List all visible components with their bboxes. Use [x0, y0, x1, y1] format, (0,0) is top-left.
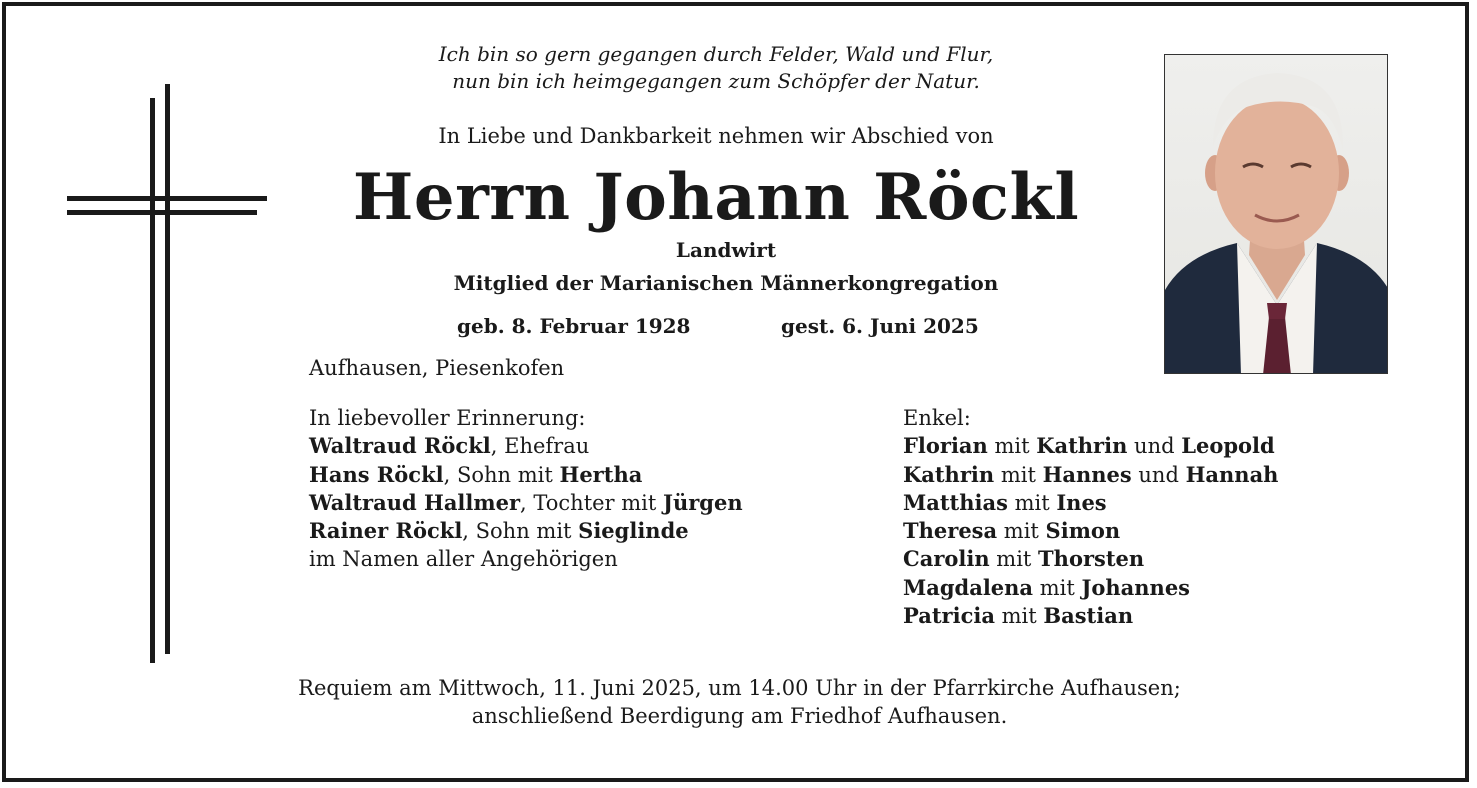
list-item: Magdalena mit Johannes: [903, 574, 1191, 600]
requiem-notice: [6, 674, 1469, 730]
poem-line-2: nun bin ich heimgegangen zum Schöpfer der Natur.: [452, 69, 980, 93]
family-heading: In liebevoller Erinnerung:: [309, 406, 586, 430]
birth-date: geb. 8. Februar 1928: [457, 314, 691, 338]
list-item: Matthias mit Ines: [903, 489, 1107, 515]
intro-text: In Liebe und Dankbarkeit nehmen wir Abschied von: [438, 124, 994, 148]
family-footer: im Namen aller Angehörigen: [309, 547, 618, 572]
poem-line-1: Ich bin so gern gegangen durch Felder, Wald und Flur,: [438, 42, 994, 66]
grandchildren-heading: Enkel:: [903, 406, 971, 430]
list-item: Kathrin mit Hannes und Hannah: [903, 461, 1279, 487]
list-item: Waltraud Röckl, Ehefrau: [309, 433, 590, 459]
list-item: Waltraud Hallmer, Tochter mit Jürgen: [309, 489, 743, 515]
membership: Mitglied der Marianischen Männerkongregation: [453, 271, 999, 295]
portrait-illustration: [1165, 55, 1388, 374]
list-item: Patricia mit Bastian: [903, 603, 1134, 629]
requiem-line-2: anschließend Beerdigung am Friedhof Aufhausen.: [471, 704, 1008, 728]
occupation: Landwirt: [675, 238, 777, 262]
family-list: [309, 404, 743, 574]
grandchildren-list: [903, 404, 1278, 630]
death-date: gest. 6. Juni 2025: [781, 314, 979, 338]
place-of-residence: Aufhausen, Piesenkofen: [309, 356, 565, 380]
list-item: Carolin mit Thorsten: [903, 546, 1145, 572]
list-item: Hans Röckl, Sohn mit Hertha: [309, 461, 643, 487]
deceased-name: Herrn Johann Röckl: [352, 160, 1080, 235]
obituary-card: [2, 2, 1469, 782]
portrait-photo: [1164, 54, 1388, 374]
list-item: Theresa mit Simon: [903, 518, 1121, 544]
list-item: Rainer Röckl, Sohn mit Sieglinde: [309, 518, 689, 544]
list-item: Florian mit Kathrin und Leopold: [903, 433, 1275, 459]
requiem-line-1: Requiem am Mittwoch, 11. Juni 2025, um 14.00 Uhr in der Pfarrkirche Aufhausen;: [298, 676, 1181, 700]
cross-icon: [6, 6, 306, 782]
